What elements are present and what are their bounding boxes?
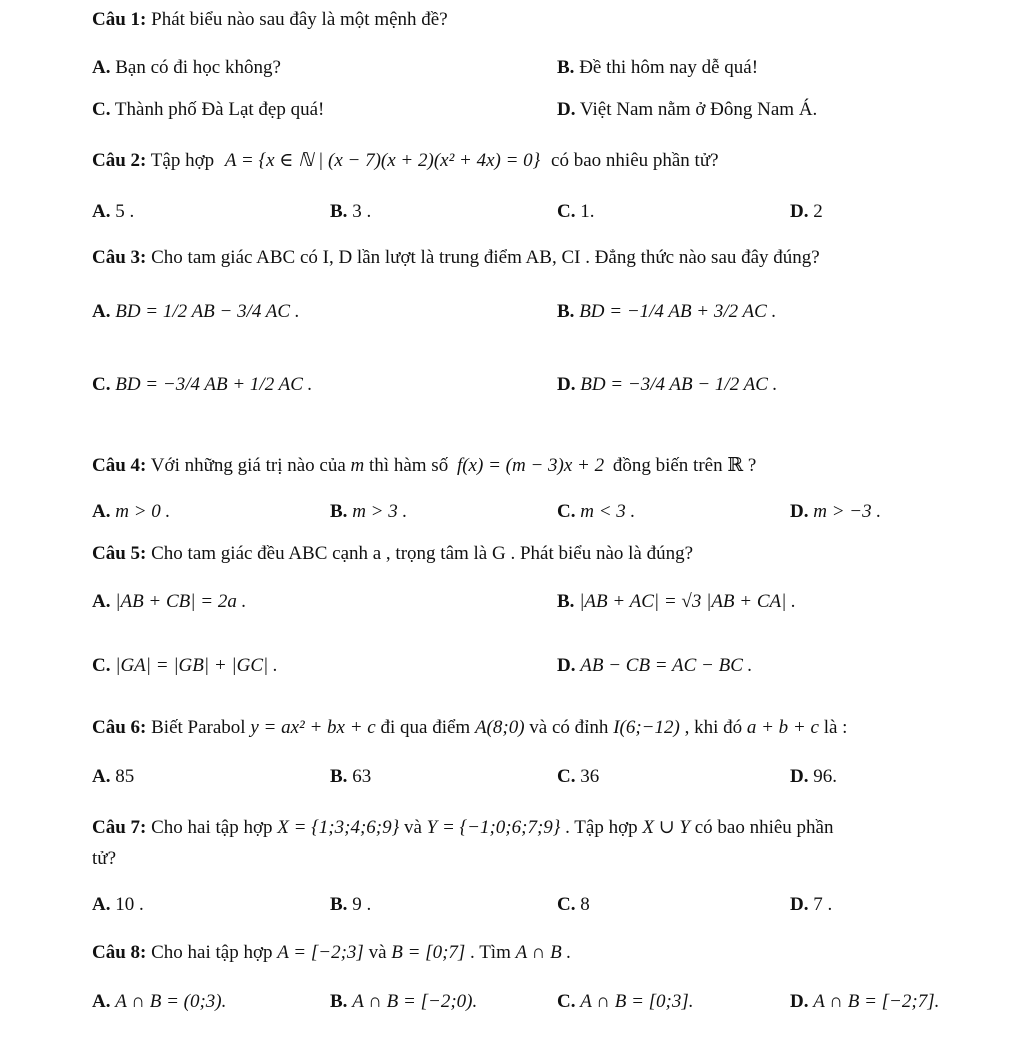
option-text: Bạn có đi học không? [115,57,281,78]
option-letter: D. [790,894,809,915]
option-text: A ∩ B = [−2;7]. [813,991,940,1012]
question-text: Với những giá trị nào của [150,455,346,476]
option-text: BD = −3/4 AB + 1/2 AC . [115,374,313,395]
option-letter: B. [330,991,348,1012]
question-text: và [368,942,387,963]
question-text: có bao nhiêu phần [694,817,834,838]
question-label: Câu 7: [92,817,147,838]
question-8 [92,941,571,965]
option-letter: C. [557,501,576,522]
point-a: A(8;0) [474,717,525,738]
option-letter: D. [790,501,809,522]
option-text: m < 3 . [580,501,636,522]
option-text: 63 [352,766,372,787]
option-letter: A. [92,991,111,1012]
option-letter: D. [790,201,809,222]
question-label: Câu 2: [92,150,147,171]
q1-option-b[interactable] [557,56,758,80]
question-text: và [403,817,422,838]
q4-option-b[interactable] [330,500,407,524]
option-text: 96. [813,766,837,787]
q1-option-d[interactable] [557,98,817,122]
option-letter: C. [557,201,576,222]
question-text: Cho hai tập hợp [151,942,273,963]
option-text: |AB + CB| = 2a . [115,591,247,612]
question-text: có bao nhiêu phần tử? [551,150,719,171]
vertex-i: I(6;−12) [613,717,680,738]
question-label: Câu 8: [92,942,147,963]
option-letter: A. [92,57,111,78]
parabol-formula: y = ax² + bx + c [250,717,376,738]
q2-option-c[interactable] [557,200,594,224]
q8-option-d[interactable] [790,990,939,1014]
question-3 [92,246,820,270]
option-letter: C. [92,655,111,676]
question-text: Tập hợp [150,150,215,171]
option-text: 1. [580,201,595,222]
option-text: m > −3 . [813,501,882,522]
question-text: thì hàm số [369,455,449,476]
option-text: 8 [580,894,590,915]
option-text: 3 . [352,201,372,222]
intersection: A ∩ B . [515,942,572,963]
option-text: 5 . [115,201,135,222]
option-letter: D. [557,655,576,676]
option-letter: C. [557,894,576,915]
question-4 [92,454,756,478]
option-letter: B. [557,301,575,322]
option-text: Thành phố Đà Lạt đẹp quá! [114,99,325,120]
set-a: A = [−2;3] [277,942,364,963]
set-y: Y = {−1;0;6;7;9} [426,817,561,838]
question-7-wrap [92,847,116,871]
option-letter: D. [790,766,809,787]
option-letter: C. [92,374,111,395]
question-text: Phát biểu nào sau đây là một mệnh đề? [151,9,448,30]
question-label: Câu 5: [92,543,147,564]
option-letter: D. [557,374,576,395]
function-formula: f(x) = (m − 3)x + 2 [456,455,605,476]
option-letter: B. [330,501,348,522]
q7-option-a[interactable] [92,893,144,917]
option-letter: A. [92,201,111,222]
q7-option-b[interactable] [330,893,371,917]
option-text: |GA| = |GB| + |GC| . [115,655,278,676]
option-text: 36 [580,766,600,787]
q2-option-a[interactable] [92,200,134,224]
question-5 [92,542,693,566]
option-letter: D. [790,991,809,1012]
question-text: Cho tam giác đều ABC cạnh a , trọng tâm là G . Phát biểu nào là đúng? [151,543,694,564]
q3-option-b[interactable] [557,300,776,324]
q2-option-b[interactable] [330,200,371,224]
q3-option-a[interactable] [92,300,300,324]
option-letter: B. [557,57,575,78]
q2-option-d[interactable] [790,200,823,224]
option-letter: B. [557,591,575,612]
question-text: Cho hai tập hợp [151,817,273,838]
option-text: BD = −3/4 AB − 1/2 AC . [580,374,778,395]
question-text: đồng biến trên ℝ ? [612,455,757,476]
option-text: A ∩ B = (0;3). [115,991,227,1012]
option-letter: A. [92,501,111,522]
set-x: X = {1;3;4;6;9} [277,817,400,838]
q6-option-d[interactable] [790,765,837,789]
q4-option-a[interactable] [92,500,170,524]
q7-option-d[interactable] [790,893,832,917]
q5-option-b[interactable] [557,590,796,614]
set-formula: A = {x ∈ ℕ | (x − 7)(x + 2)(x² + 4x) = 0} [224,150,541,171]
q4-option-d[interactable] [790,500,881,524]
option-text: 85 [115,766,135,787]
q4-option-c[interactable] [557,500,635,524]
question-text: . Tìm [470,942,511,963]
question-7 [92,816,833,840]
question-text: , khi đó [684,717,743,738]
question-2 [92,149,719,173]
q6-option-c[interactable] [557,765,599,789]
union: X ∪ Y [642,817,690,838]
option-letter: A. [92,301,111,322]
question-label: Câu 6: [92,717,147,738]
question-6 [92,716,847,740]
question-label: Câu 1: [92,9,147,30]
option-text: A ∩ B = [0;3]. [580,991,694,1012]
q1-option-a[interactable] [92,56,281,80]
question-label: Câu 3: [92,247,147,268]
question-text: Cho tam giác ABC có I, D lần lượt là trung điểm AB, CI . Đẳng thức nào sau đây đúng? [151,247,820,268]
option-letter: C. [557,766,576,787]
option-letter: D. [557,99,576,120]
option-text: 10 . [115,894,144,915]
option-text: m > 3 . [352,501,408,522]
option-letter: B. [330,766,348,787]
question-text: Biết Parabol [151,717,246,738]
q8-option-b[interactable] [330,990,477,1014]
question-1 [92,8,448,32]
option-text: Việt Nam nằm ở Đông Nam Á. [579,99,818,120]
option-text: Đề thi hôm nay dễ quá! [579,57,759,78]
option-letter: C. [557,991,576,1012]
option-text: 2 [813,201,823,222]
question-text: tử? [92,848,117,869]
option-text: m > 0 . [115,501,171,522]
q1-option-c[interactable] [92,98,324,122]
expression: a + b + c [746,717,819,738]
q8-option-a[interactable] [92,990,226,1014]
question-text: . Tập hợp [565,817,638,838]
option-text: 7 . [813,894,833,915]
option-letter: A. [92,766,111,787]
option-letter: A. [92,591,111,612]
q5-option-d[interactable] [557,654,752,678]
q8-option-c[interactable] [557,990,694,1014]
q5-option-c[interactable] [92,654,278,678]
option-letter: A. [92,894,111,915]
q6-option-b[interactable] [330,765,371,789]
option-letter: B. [330,201,348,222]
question-label: Câu 4: [92,455,147,476]
q3-option-d[interactable] [557,373,777,397]
option-text: AB − CB = AC − BC . [580,655,753,676]
q5-option-a[interactable] [92,590,246,614]
variable: m [350,455,365,476]
option-text: BD = 1/2 AB − 3/4 AC . [115,301,300,322]
set-b: B = [0;7] [391,942,466,963]
option-letter: B. [330,894,348,915]
option-text: |AB + AC| = √3 |AB + CA| . [579,591,796,612]
option-letter: C. [92,99,111,120]
option-text: 9 . [352,894,372,915]
question-text: đi qua điểm [380,717,471,738]
q7-option-c[interactable] [557,893,590,917]
q6-option-a[interactable] [92,765,134,789]
q3-option-c[interactable] [92,373,312,397]
question-text: và có đỉnh [529,717,609,738]
question-text: là : [823,717,848,738]
option-text: A ∩ B = [−2;0). [352,991,478,1012]
option-text: BD = −1/4 AB + 3/2 AC . [579,301,777,322]
